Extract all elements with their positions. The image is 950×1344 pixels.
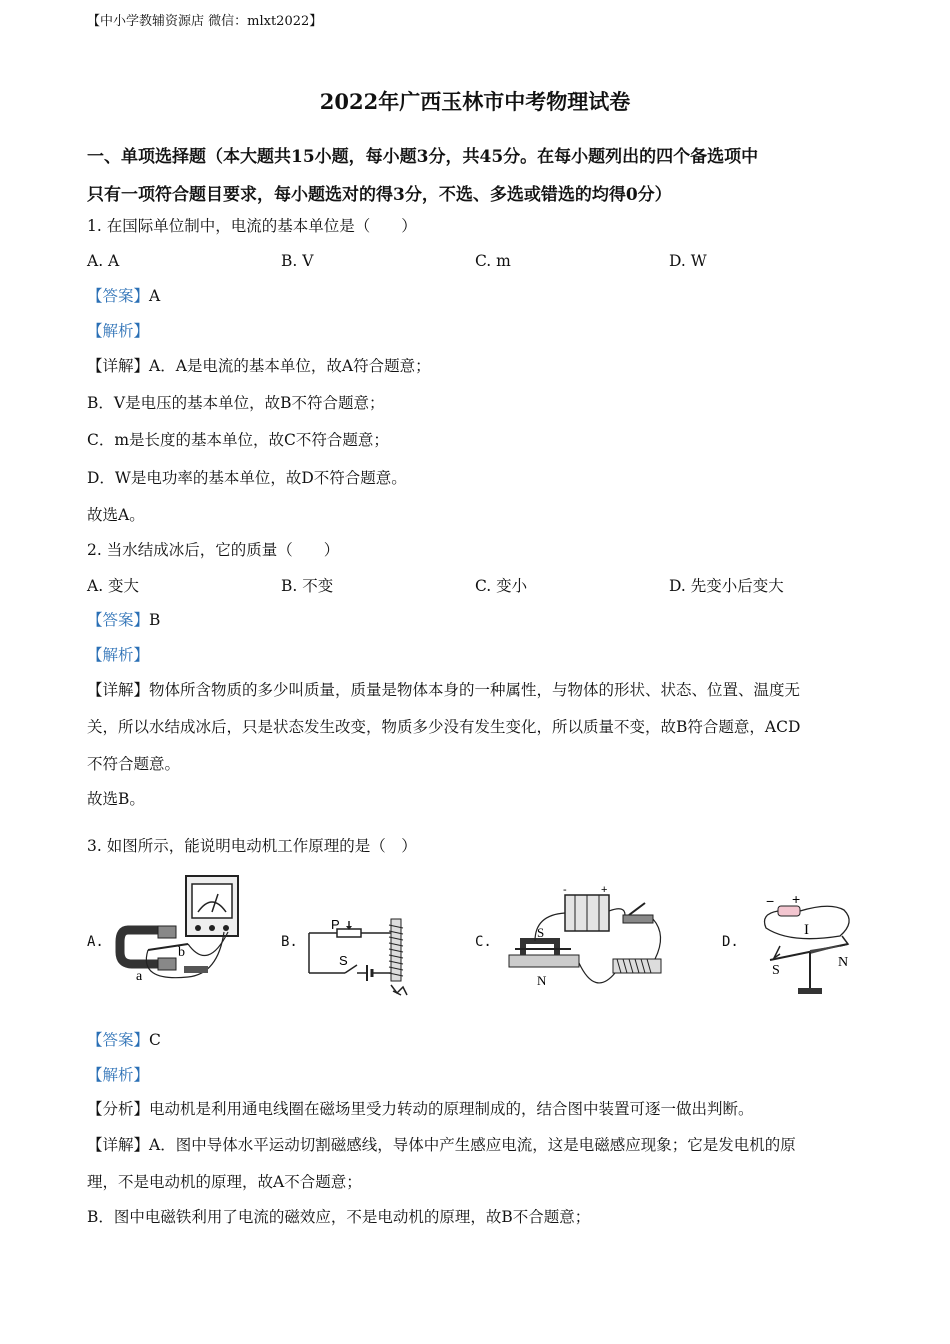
figure-b-text-p: P <box>331 917 340 932</box>
q1-stem: 1. 在国际单位制中，电流的基本单位是（ ） <box>87 217 417 235</box>
rail-base-icon <box>509 955 579 967</box>
figure-c-motor-setup <box>505 885 670 1003</box>
q1-detail-2: B．V是电压的基本单位，故B不符合题意； <box>87 394 385 412</box>
q1-answer <box>87 286 160 306</box>
detail-tag: 【详解】 <box>87 681 150 699</box>
q2-option-a: A. 变大 <box>87 577 140 595</box>
detail-tag: 【详解】 <box>87 1136 150 1154</box>
q3-detail-2: 理，不是电动机的原理，故A不合题意； <box>87 1173 362 1191</box>
q1-option-d: D. W <box>669 252 707 270</box>
fenxi-text: 电动机是利用通电线圈在磁场里受力转动的原理制成的，结合图中装置可逐一做出判断。 <box>149 1100 754 1118</box>
q2-answer <box>87 610 160 630</box>
figure-d-text-i: I <box>804 922 809 938</box>
figure-c-text-n: N <box>537 973 547 988</box>
q3-detail-1 <box>87 1135 796 1155</box>
figure-b-electromagnet-circuit <box>305 915 420 997</box>
figure-d-oersted-experiment <box>760 892 860 998</box>
horseshoe-magnet-icon <box>120 930 158 964</box>
answer-value: B <box>149 611 161 629</box>
detail-text: A．图中导体水平运动切割磁感线，导体中产生感应电流，这是电磁感应现象；它是发电机的原 <box>149 1136 796 1154</box>
q1-detail-1 <box>87 356 431 376</box>
q1-detail-5: 故选A。 <box>87 506 145 524</box>
q3-analysis-tag: 【解析】 <box>87 1066 150 1084</box>
q3-fenxi <box>87 1099 754 1119</box>
q2-detail-3: 不符合题意。 <box>87 755 181 773</box>
source-header: 【中小学教辅资源店 微信：mlxt2022】 <box>87 14 323 29</box>
answer-value: A <box>149 287 161 305</box>
q2-option-b: B. 不变 <box>281 577 334 595</box>
q3-figure-label-a: A. <box>87 934 104 950</box>
q2-detail-4: 故选B。 <box>87 790 145 808</box>
answer-tag: 【答案】 <box>87 1031 150 1049</box>
q3-figure-label-c: C. <box>475 934 492 950</box>
figure-a-text-b: b <box>178 945 185 960</box>
section-heading-line-2: 只有一项符合题目要求，每小题选对的得3分，不选、多选或错选的均得0分） <box>87 185 672 205</box>
fenxi-tag: 【分析】 <box>87 1100 150 1118</box>
answer-tag: 【答案】 <box>87 611 150 629</box>
q3-figure-label-d: D. <box>722 934 739 950</box>
rheostat-icon <box>337 929 361 937</box>
figure-a-text-a: a <box>136 969 143 984</box>
q2-stem: 2. 当水结成冰后，它的质量（ ） <box>87 541 340 559</box>
q1-option-c: C. m <box>475 252 511 270</box>
detail-text: A．A是电流的基本单位，故A符合题意； <box>149 357 431 375</box>
figure-b-text-s: S <box>339 953 348 968</box>
q3-detail-3: B．图中电磁铁利用了电流的磁效应，不是电动机的原理，故B不合题意； <box>87 1208 591 1226</box>
q2-detail-1 <box>87 680 800 700</box>
figure-d-text-plus: + <box>792 891 801 907</box>
q1-detail-4: D．W是电功率的基本单位，故D不符合题意。 <box>87 469 407 487</box>
answer-value: C <box>149 1031 161 1049</box>
q3-figure-label-b: B. <box>281 934 298 950</box>
q3-answer <box>87 1030 161 1050</box>
section-heading-line-1: 一、单项选择题（本大题共15小题，每小题3分，共45分。在每小题列出的四个备选项中 <box>87 147 759 167</box>
figure-c-text-plus: + <box>601 884 608 896</box>
figure-c-text-minus: - <box>563 884 567 896</box>
switch-icon <box>623 915 653 923</box>
q1-option-a: A. A <box>87 252 120 270</box>
q2-analysis-tag: 【解析】 <box>87 646 150 664</box>
answer-tag: 【答案】 <box>87 287 150 305</box>
figure-a-generator-setup <box>118 872 248 990</box>
figure-d-text-minus: − <box>766 893 775 909</box>
figure-d-text-s: S <box>772 963 780 978</box>
q1-option-b: B. V <box>281 252 314 270</box>
page-title: 2022年广西玉林市中考物理试卷 <box>319 89 631 114</box>
figure-d-text-n: N <box>838 955 849 970</box>
battery-icon <box>778 906 800 916</box>
q2-detail-2: 关，所以水结成冰后，只是状态发生改变，物质多少没有发生变化，所以质量不变，故B符合题意，ACD <box>87 718 801 736</box>
detail-text: 物体所含物质的多少叫质量，质量是物体本身的一种属性，与物体的形状、状态、位置、温度无 <box>149 681 801 699</box>
figure-c-text-s: S <box>537 925 545 940</box>
q1-analysis-tag: 【解析】 <box>87 322 150 340</box>
q2-option-c: C. 变小 <box>475 577 528 595</box>
q1-detail-3: C．m是长度的基本单位，故C不符合题意； <box>87 431 389 449</box>
detail-tag: 【详解】 <box>87 357 150 375</box>
q2-option-d: D. 先变小后变大 <box>669 577 784 595</box>
q3-stem: 3. 如图所示，能说明电动机工作原理的是（ ） <box>87 837 417 855</box>
